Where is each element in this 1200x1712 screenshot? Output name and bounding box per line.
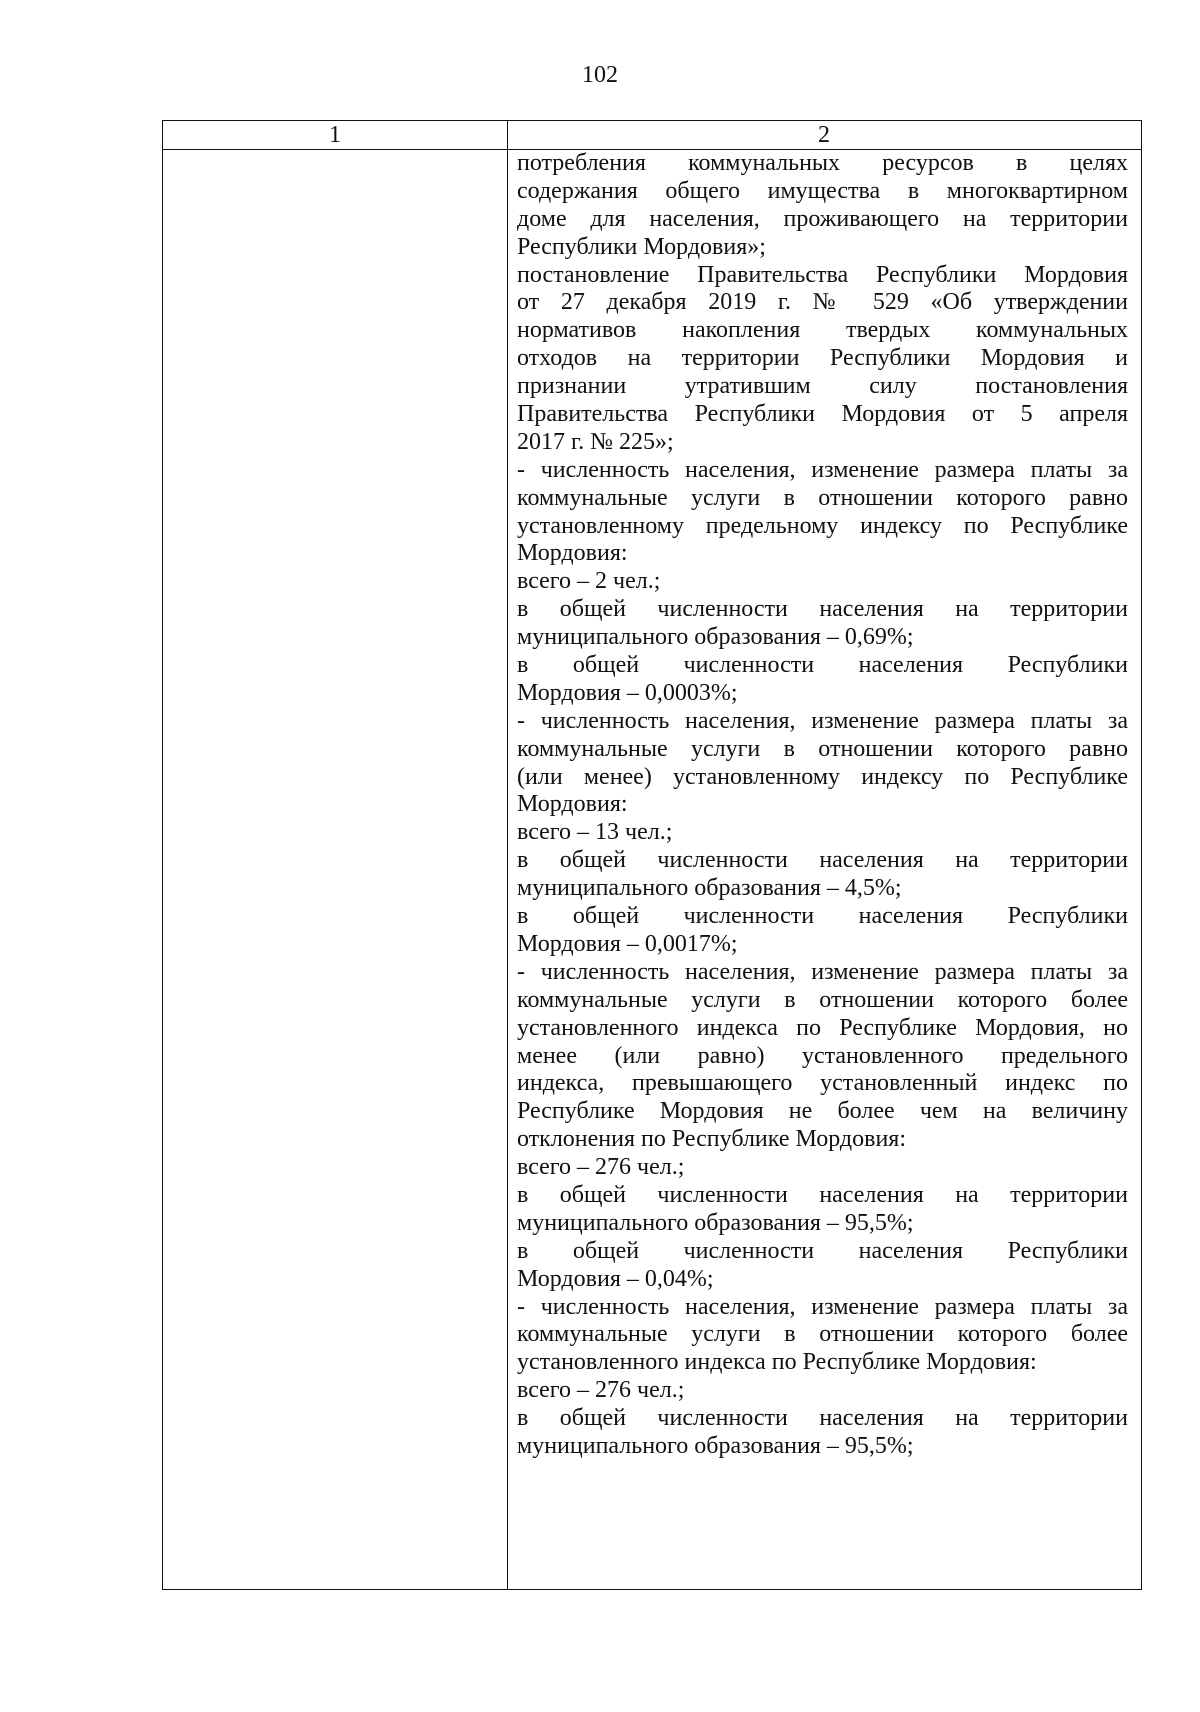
table-header-row — [163, 121, 1141, 150]
text-line: Мордовия: — [517, 540, 628, 567]
text-line: всего – 13 чел.; — [517, 819, 673, 846]
text-line: Правительства Республики Мордовия от 5 апреля — [517, 401, 1128, 428]
text-line: установленного индекса по Республике Мордовия: — [517, 1349, 1037, 1376]
text-line: всего – 2 чел.; — [517, 568, 661, 595]
text-line: отходов на территории Республики Мордовия и — [517, 345, 1128, 372]
text-line: признании утратившим силу постановления — [517, 373, 1128, 400]
text-line: всего – 276 чел.; — [517, 1377, 685, 1404]
text-line: Мордовия – 0,0017%; — [517, 930, 738, 957]
text-line: в общей численности населения на территории — [517, 1405, 1128, 1432]
text-line: в общей численности населения на территории — [517, 847, 1128, 874]
text-line: в общей численности населения Республики — [517, 903, 1128, 930]
text-line: в общей численности населения Республики — [517, 652, 1128, 679]
text-line: в общей численности населения на территории — [517, 596, 1128, 623]
text-line: 2017 г. № 225»; — [517, 428, 674, 455]
page-number: 102 — [582, 62, 618, 88]
text-line: Мордовия – 0,0003%; — [517, 679, 738, 706]
text-line: в общей численности населения на территории — [517, 1181, 1128, 1208]
text-line: (или менее) установленному индексу по Республике — [517, 763, 1128, 790]
text-line: менее (или равно) установленного предельного — [517, 1042, 1128, 1069]
text-line: Республике Мордовия не более чем на величину — [517, 1098, 1128, 1125]
text-line: постановление Правительства Республики Мордовия — [517, 261, 1128, 288]
text-line: коммунальные услуги в отношении которого более — [517, 986, 1128, 1013]
text-line: установленного индекса по Республике Мордовия, но — [517, 1014, 1128, 1041]
text-line: потребления коммунальных ресурсов в целях — [517, 150, 1128, 176]
text-line: коммунальные услуги в отношении которого более — [517, 1321, 1128, 1348]
text-line: муниципального образования – 95,5%; — [517, 1209, 914, 1236]
text-line: отклонения по Республике Мордовия: — [517, 1126, 907, 1153]
text-line: нормативов накопления твердых коммунальных — [517, 317, 1128, 344]
column-1-header: 1 — [329, 122, 341, 148]
text-line: индекса, превышающего установленный индекс по — [517, 1070, 1128, 1097]
text-line: - численность населения, изменение размера платы за — [517, 1293, 1128, 1320]
text-line: доме для населения, проживающего на территории — [517, 205, 1128, 232]
document-table — [162, 120, 1142, 1590]
column-2-body-text — [517, 150, 1128, 1461]
text-line: Мордовия – 0,04%; — [517, 1265, 714, 1292]
text-line: муниципального образования – 95,5%; — [517, 1432, 914, 1459]
text-line: муниципального образования – 0,69%; — [517, 624, 914, 651]
text-line: установленному предельному индексу по Республике — [517, 512, 1128, 539]
text-line: от 27 декабря 2019 г. № 529 «Об утверждении — [517, 289, 1128, 316]
text-line: в общей численности населения Республики — [517, 1237, 1128, 1264]
text-line: муниципального образования – 4,5%; — [517, 875, 902, 902]
text-line: Республики Мордовия»; — [517, 233, 766, 260]
text-line: Мордовия: — [517, 791, 628, 818]
text-line: коммунальные услуги в отношении которого равно — [517, 484, 1128, 511]
text-line: всего – 276 чел.; — [517, 1154, 685, 1181]
column-2-header: 2 — [818, 122, 830, 148]
text-line: - численность населения, изменение размера платы за — [517, 707, 1128, 734]
text-line: - численность населения, изменение размера платы за — [517, 456, 1128, 483]
text-line: коммунальные услуги в отношении которого равно — [517, 735, 1128, 762]
column-divider — [507, 121, 508, 1589]
text-line: содержания общего имущества в многоквартирном — [517, 177, 1128, 204]
text-line: - численность населения, изменение размера платы за — [517, 958, 1128, 985]
